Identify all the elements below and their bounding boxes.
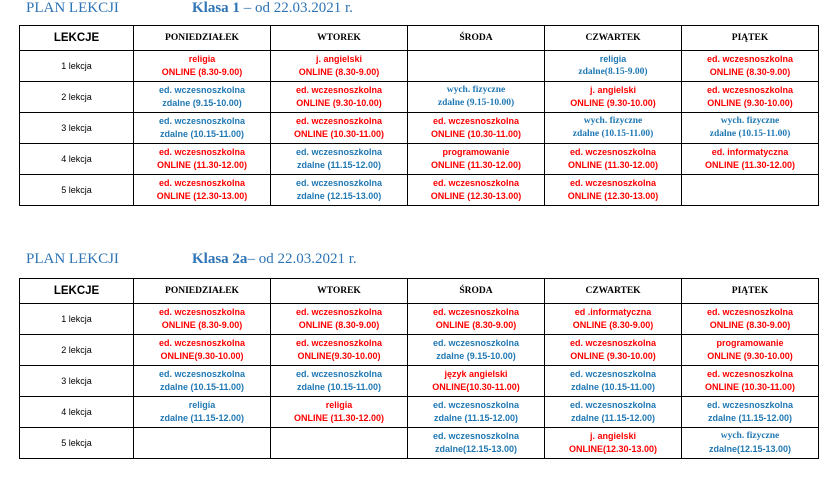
subject-name: religia xyxy=(325,400,353,410)
schedule-cell xyxy=(408,366,545,397)
schedule-cell xyxy=(545,366,682,397)
schedule-table-1 xyxy=(19,25,819,206)
schedule-cell xyxy=(682,304,819,335)
column-header: WTOREK xyxy=(271,279,408,304)
schedule-cell xyxy=(271,82,408,113)
table-row xyxy=(20,428,819,459)
schedule-cell xyxy=(271,175,408,206)
lesson-number: 5 lekcja xyxy=(20,428,134,459)
lesson-time: ONLINE(9.30-10.00) xyxy=(160,351,244,361)
column-header: ŚRODA xyxy=(408,26,545,51)
column-header: LEKCJE xyxy=(20,26,134,51)
lesson-number: 3 lekcja xyxy=(20,366,134,397)
lesson-time: zdalne (12.15-13.00) xyxy=(296,191,382,201)
lesson-time: zdalne(12.15-13.00) xyxy=(708,444,792,454)
schedule-cell xyxy=(545,113,682,144)
lesson-time: ONLINE (8.30-9.00) xyxy=(709,320,791,330)
schedule-cell xyxy=(408,397,545,428)
subject-name: wych. fizyczne xyxy=(720,116,780,126)
subject-name: ed. wczesnoszkolna xyxy=(706,307,794,317)
column-header: PIĄTEK xyxy=(682,26,819,51)
lesson-time: zdalne(12.15-13.00) xyxy=(434,444,518,454)
lesson-time: zdalne (10.15-11.00) xyxy=(572,129,654,139)
subject-name: ed. wczesnoszkolna xyxy=(158,307,246,317)
lesson-time: zdalne (10.15-11.00) xyxy=(570,382,656,392)
subject-name: j. angielski xyxy=(315,54,363,64)
lesson-time: ONLINE (8.30-9.00) xyxy=(435,320,517,330)
schedule-cell xyxy=(545,397,682,428)
lesson-time: ONLINE (9.30-10.00) xyxy=(570,351,656,361)
column-header: LEKCJE xyxy=(20,279,134,304)
schedule-cell xyxy=(271,304,408,335)
subject-name: ed. wczesnoszkolna xyxy=(432,178,520,188)
schedule-cell xyxy=(134,428,271,459)
schedule-cell xyxy=(545,304,682,335)
lesson-time: ONLINE(10.30-11.00) xyxy=(432,382,520,392)
lesson-time: zdalne (11.15-12.00) xyxy=(433,413,519,423)
schedule-cell xyxy=(408,82,545,113)
lesson-time: ONLINE (12.30-13.00) xyxy=(430,191,522,201)
plan-title-prefix: PLAN LEKCJI xyxy=(26,0,119,16)
table-row xyxy=(20,304,819,335)
schedule-cell xyxy=(545,144,682,175)
schedule-cell xyxy=(682,366,819,397)
lesson-time: zdalne (11.15-12.00) xyxy=(707,413,793,423)
subject-name: programowanie xyxy=(716,338,784,348)
schedule-cell xyxy=(134,82,271,113)
subject-name: język angielski xyxy=(444,369,508,379)
lesson-time: ONLINE (9.30-10.00) xyxy=(296,98,382,108)
subject-name: ed. wczesnoszkolna xyxy=(158,369,246,379)
class-name: Klasa 2a xyxy=(192,251,248,267)
schedule-cell xyxy=(682,428,819,459)
subject-name: wych. fizyczne xyxy=(446,85,506,95)
subject-name: ed. wczesnoszkolna xyxy=(295,116,383,126)
column-header: PONIEDZIAŁEK xyxy=(134,26,271,51)
schedule-cell xyxy=(134,51,271,82)
lesson-time: zdalne (9.15-10.00) xyxy=(437,98,515,108)
subject-name: ed. wczesnoszkolna xyxy=(432,307,520,317)
lesson-time: ONLINE (10.30-11.00) xyxy=(704,382,796,392)
subject-name: ed. wczesnoszkolna xyxy=(432,338,520,348)
subject-name: ed. wczesnoszkolna xyxy=(569,400,657,410)
schedule-cell xyxy=(682,175,819,206)
lesson-time: zdalne(8.15-9.00) xyxy=(578,67,648,77)
subject-name: ed. wczesnoszkolna xyxy=(295,307,383,317)
lesson-time: ONLINE (8.30-9.00) xyxy=(161,67,243,77)
lesson-time: ONLINE (12.30-13.00) xyxy=(567,191,659,201)
lesson-time: zdalne (9.15-10.00) xyxy=(436,351,516,361)
subject-name: j. angielski xyxy=(589,431,637,441)
schedule-cell xyxy=(408,113,545,144)
column-header: WTOREK xyxy=(271,26,408,51)
table-row xyxy=(20,51,819,82)
schedule-cell xyxy=(408,335,545,366)
subject-name: ed. wczesnoszkolna xyxy=(432,116,520,126)
lesson-time: ONLINE (9.30-10.00) xyxy=(707,351,793,361)
subject-name: religia xyxy=(599,54,627,64)
lesson-time: ONLINE (11.30-12.00) xyxy=(430,160,522,170)
schedule-cell xyxy=(545,428,682,459)
header-row xyxy=(20,26,819,51)
lesson-number: 3 lekcja xyxy=(20,113,134,144)
schedule-cell xyxy=(271,51,408,82)
subject-name: ed. informatyczna xyxy=(711,147,789,157)
subject-name: ed. wczesnoszkolna xyxy=(706,369,794,379)
column-header: PIĄTEK xyxy=(682,279,819,304)
subject-name: ed. wczesnoszkolna xyxy=(295,147,383,157)
lesson-number: 5 lekcja xyxy=(20,175,134,206)
lesson-time: ONLINE (9.30-10.00) xyxy=(707,98,793,108)
schedule-cell xyxy=(545,51,682,82)
schedule-cell xyxy=(682,397,819,428)
lesson-number: 2 lekcja xyxy=(20,335,134,366)
lesson-time: zdalne (9.15-10.00) xyxy=(162,98,242,108)
column-header: ŚRODA xyxy=(408,279,545,304)
schedule-cell xyxy=(682,335,819,366)
column-header: CZWARTEK xyxy=(545,279,682,304)
schedule-cell xyxy=(134,335,271,366)
table-row xyxy=(20,144,819,175)
table-row xyxy=(20,82,819,113)
schedule-cell xyxy=(271,428,408,459)
lesson-time: ONLINE (8.30-9.00) xyxy=(161,320,243,330)
lesson-number: 1 lekcja xyxy=(20,304,134,335)
subject-name: ed. wczesnoszkolna xyxy=(706,54,794,64)
subject-name: religia xyxy=(188,400,216,410)
table-row xyxy=(20,366,819,397)
subject-name: ed. wczesnoszkolna xyxy=(158,116,246,126)
subject-name: ed. wczesnoszkolna xyxy=(432,400,520,410)
lesson-time: zdalne (11.15-12.00) xyxy=(296,160,382,170)
schedule-cell xyxy=(134,113,271,144)
lesson-time: ONLINE(12.30-13.00) xyxy=(568,444,658,454)
subject-name: ed. wczesnoszkolna xyxy=(158,178,246,188)
lesson-time: ONLINE (11.30-12.00) xyxy=(156,160,248,170)
plan-title-2 xyxy=(26,251,357,268)
lesson-time: ONLINE (12.30-13.00) xyxy=(156,191,248,201)
schedule-table-2 xyxy=(19,278,819,459)
subject-name: ed .informatyczna xyxy=(574,307,652,317)
lesson-number: 4 lekcja xyxy=(20,144,134,175)
lesson-time: ONLINE (8.30-9.00) xyxy=(709,67,791,77)
table-row xyxy=(20,335,819,366)
lesson-time: ONLINE (8.30-9.00) xyxy=(298,320,380,330)
schedule-cell xyxy=(271,397,408,428)
lesson-number: 1 lekcja xyxy=(20,51,134,82)
subject-name: ed. wczesnoszkolna xyxy=(706,400,794,410)
plan-title-1 xyxy=(26,0,353,17)
subject-name: ed. wczesnoszkolna xyxy=(569,338,657,348)
schedule-cell xyxy=(134,144,271,175)
schedule-cell xyxy=(408,304,545,335)
subject-name: wych. fizyczne xyxy=(583,116,643,126)
subject-name: ed. wczesnoszkolna xyxy=(569,369,657,379)
schedule-cell xyxy=(545,175,682,206)
lesson-time: ONLINE (11.30-12.00) xyxy=(704,160,796,170)
lesson-time: zdalne (11.15-12.00) xyxy=(159,413,245,423)
lesson-time: ONLINE (11.30-12.00) xyxy=(567,160,659,170)
subject-name: ed. wczesnoszkolna xyxy=(295,369,383,379)
schedule-cell xyxy=(408,51,545,82)
lesson-time: ONLINE (8.30-9.00) xyxy=(298,67,380,77)
lesson-time: zdalne (10.15-11.00) xyxy=(159,129,245,139)
table-row xyxy=(20,175,819,206)
table-row xyxy=(20,113,819,144)
subject-name: programowanie xyxy=(442,147,510,157)
schedule-cell xyxy=(408,144,545,175)
subject-name: ed. wczesnoszkolna xyxy=(432,431,520,441)
lesson-time: ONLINE (11.30-12.00) xyxy=(293,413,385,423)
schedule-cell xyxy=(134,304,271,335)
lesson-time: ONLINE(9.30-10.00) xyxy=(297,351,381,361)
lesson-time: zdalne (10.15-11.00) xyxy=(159,382,245,392)
lesson-time: zdalne (11.15-12.00) xyxy=(570,413,656,423)
schedule-cell xyxy=(271,144,408,175)
schedule-cell xyxy=(271,113,408,144)
lesson-time: ONLINE (9.30-10.00) xyxy=(570,98,656,108)
schedule-cell xyxy=(134,366,271,397)
schedule-cell xyxy=(271,366,408,397)
table-row xyxy=(20,397,819,428)
schedule-cell xyxy=(545,82,682,113)
header-row xyxy=(20,279,819,304)
lesson-number: 2 lekcja xyxy=(20,82,134,113)
subject-name: ed. wczesnoszkolna xyxy=(295,338,383,348)
schedule-cell xyxy=(134,175,271,206)
schedule-cell xyxy=(682,113,819,144)
plan-date: – od 22.03.2021 r. xyxy=(247,251,357,267)
subject-name: ed. wczesnoszkolna xyxy=(295,85,383,95)
column-header: PONIEDZIAŁEK xyxy=(134,279,271,304)
subject-name: j. angielski xyxy=(589,85,637,95)
schedule-cell xyxy=(545,335,682,366)
subject-name: ed. wczesnoszkolna xyxy=(158,147,246,157)
subject-name: ed. wczesnoszkolna xyxy=(158,338,246,348)
subject-name: ed. wczesnoszkolna xyxy=(295,178,383,188)
column-header: CZWARTEK xyxy=(545,26,682,51)
lesson-time: ONLINE (8.30-9.00) xyxy=(572,320,654,330)
subject-name: ed. wczesnoszkolna xyxy=(158,85,246,95)
lesson-time: ONLINE (10.30-11.00) xyxy=(293,129,385,139)
subject-name: ed. wczesnoszkolna xyxy=(569,178,657,188)
schedule-cell xyxy=(682,82,819,113)
lesson-time: ONLINE (10.30-11.00) xyxy=(430,129,522,139)
plan-title-prefix: PLAN LEKCJI xyxy=(26,251,119,267)
schedule-cell xyxy=(682,51,819,82)
subject-name: wych. fizyczne xyxy=(720,431,780,441)
schedule-cell xyxy=(408,175,545,206)
subject-name: religia xyxy=(188,54,216,64)
schedule-cell xyxy=(271,335,408,366)
plan-date: – od 22.03.2021 r. xyxy=(239,0,353,16)
subject-name: ed. wczesnoszkolna xyxy=(706,85,794,95)
subject-name: ed. wczesnoszkolna xyxy=(569,147,657,157)
lesson-time: zdalne (10.15-11.00) xyxy=(709,129,791,139)
schedule-cell xyxy=(408,428,545,459)
schedule-cell xyxy=(134,397,271,428)
lesson-number: 4 lekcja xyxy=(20,397,134,428)
schedule-cell xyxy=(682,144,819,175)
lesson-time: zdalne (10.15-11.00) xyxy=(296,382,382,392)
class-name: Klasa 1 xyxy=(192,0,240,16)
